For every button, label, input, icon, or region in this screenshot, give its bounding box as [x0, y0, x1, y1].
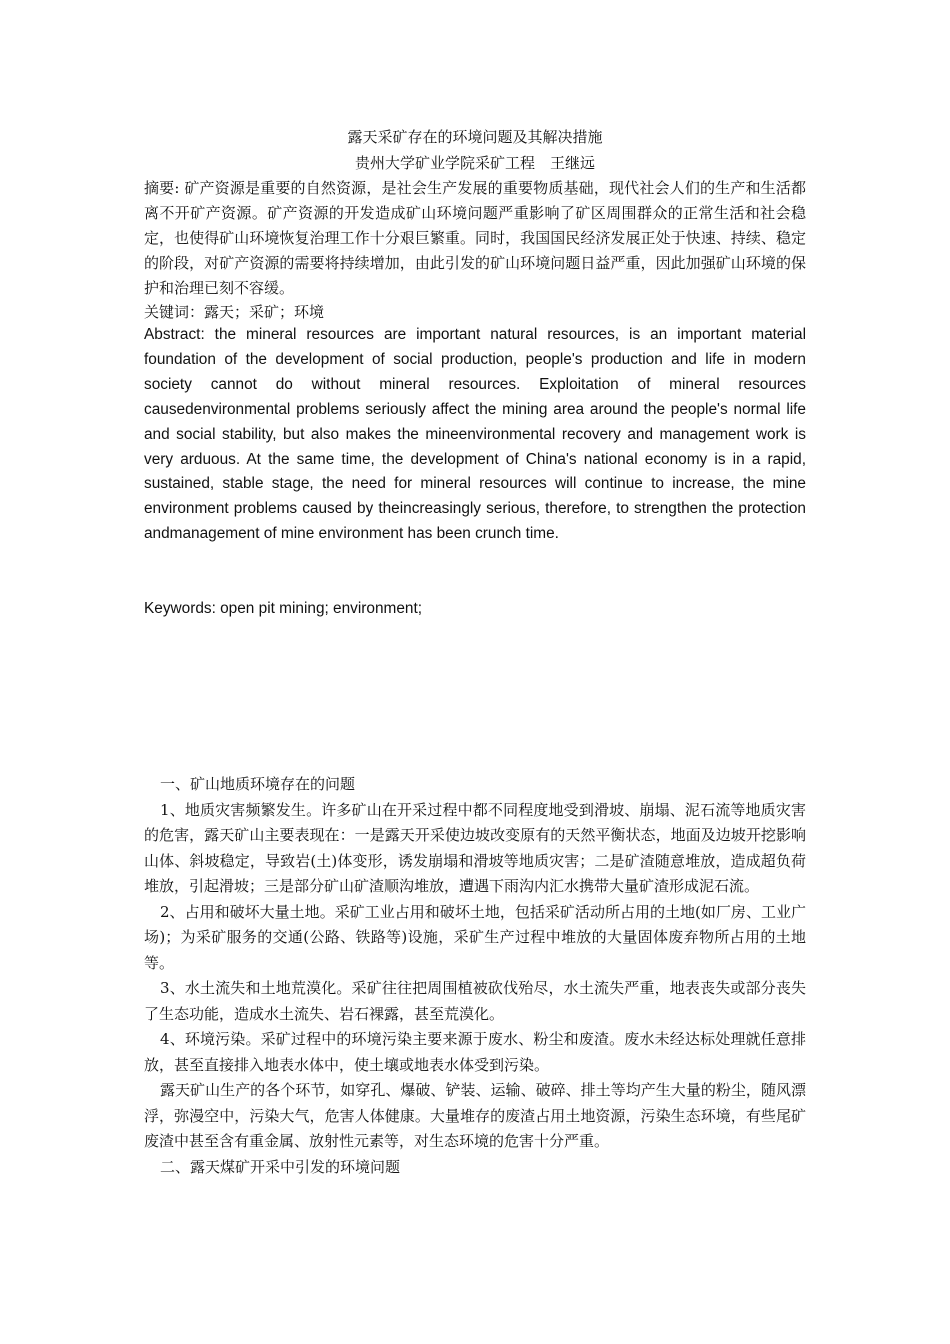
chinese-keywords-text: 露天；采矿；环境 — [204, 303, 325, 321]
author-affiliation: 贵州大学矿业学院采矿工程 王继远 — [354, 154, 595, 172]
chinese-keywords-label: 关键词： — [144, 303, 205, 321]
english-abstract: Abstract: the mineral resources are important natural resources, is an important material foundation of the development of social production, people's production and life in modern society cannot do without mineral resources. Exploitation of mineral resources causedenvironmental problems seriously affect the mining area around the people's normal life and social stability, but also makes the mineenvironmental recovery and management work is very arduous. At the same time, the development of China's national economy is in a rapid, sustained, stable stage, the need for mineral resources will continue to increase, the mine environment problems caused by theincreasingly serious, therefore, to strengthen the protection andmanagement of mine environment has been crunch time. — [144, 326, 806, 543]
english-keywords: Keywords: open pit mining; environment; — [144, 600, 423, 617]
body-text — [144, 772, 806, 1180]
chinese-abstract-text: 矿产资源是重要的自然资源，是社会生产发展的重要物质基础，现代社会人们的生产和生活都离不开矿产资源。矿产资源的开发造成矿山环境问题严重影响了矿区周围群众的正常生活和社会稳定，也使得矿山环境恢复治理工作十分艰巨繁重。同时，我国国民经济发展正处于快速、持续、稳定的阶段，对矿产资源的需要将持续增加，由此引发的矿山环境问题日益严重，因此加强矿山环境的保护和治理已刻不容缓。 — [144, 179, 806, 297]
paper-title: 露天采矿存在的环境问题及其解决措施 — [347, 128, 603, 146]
chinese-abstract — [144, 176, 806, 301]
paragraph-soil-erosion: 3、水土流失和土地荒漠化。采矿往往把周围植被砍伐殆尽，水土流失严重，地表丧失或部分丧失了生态功能，造成水土流失、岩石裸露，甚至荒漠化。 — [144, 979, 806, 1023]
section-heading-2: 二、露天煤矿开采中引发的环境问题 — [160, 1157, 401, 1176]
paragraph-geological-hazards: 1、地质灾害频繁发生。许多矿山在开采过程中都不同程度地受到滑坡、崩塌、泥石流等地质灾害的危害，露天矿山主要表现在：一是露天开采使边坡改变原有的天然平衡状态，地面及边坡开挖影响山体、斜坡稳定，导致岩(土)体变形，诱发崩塌和滑坡等地质灾害；二是矿渣随意堆放，造成超负荷堆放，引起滑坡；三是部分矿山矿渣顺沟堆放，遭遇下雨沟内汇水携带大量矿渣形成泥石流。 — [144, 800, 806, 895]
chinese-abstract-label: 摘要: — [144, 179, 180, 197]
paragraph-land-occupation: 2、占用和破坏大量土地。采矿工业占用和破坏土地，包括采矿活动所占用的土地(如厂房、工业广场)；为采矿服务的交通(公路、铁路等)设施，采矿生产过程中堆放的大量固体废弃物所占用的土地等。 — [144, 902, 806, 972]
section-heading-1: 一、矿山地质环境存在的问题 — [160, 775, 356, 793]
paragraph-pollution: 4、环境污染。采矿过程中的环境污染主要来源于废水、粉尘和废渣。废水未经达标处理就任意排放，甚至直接排入地表水体中，使土壤或地表水体受到污染。 — [144, 1030, 806, 1074]
paragraph-dust: 露天矿山生产的各个环节，如穿孔、爆破、铲装、运输、破碎、排土等均产生大量的粉尘，随风漂浮，弥漫空中，污染大气，危害人体健康。大量堆存的废渣占用土地资源，污染生态环境，有些尾矿废渣中甚至含有重金属、放射性元素等，对生态环境的危害十分严重。 — [144, 1081, 806, 1150]
chinese-keywords — [144, 300, 806, 325]
